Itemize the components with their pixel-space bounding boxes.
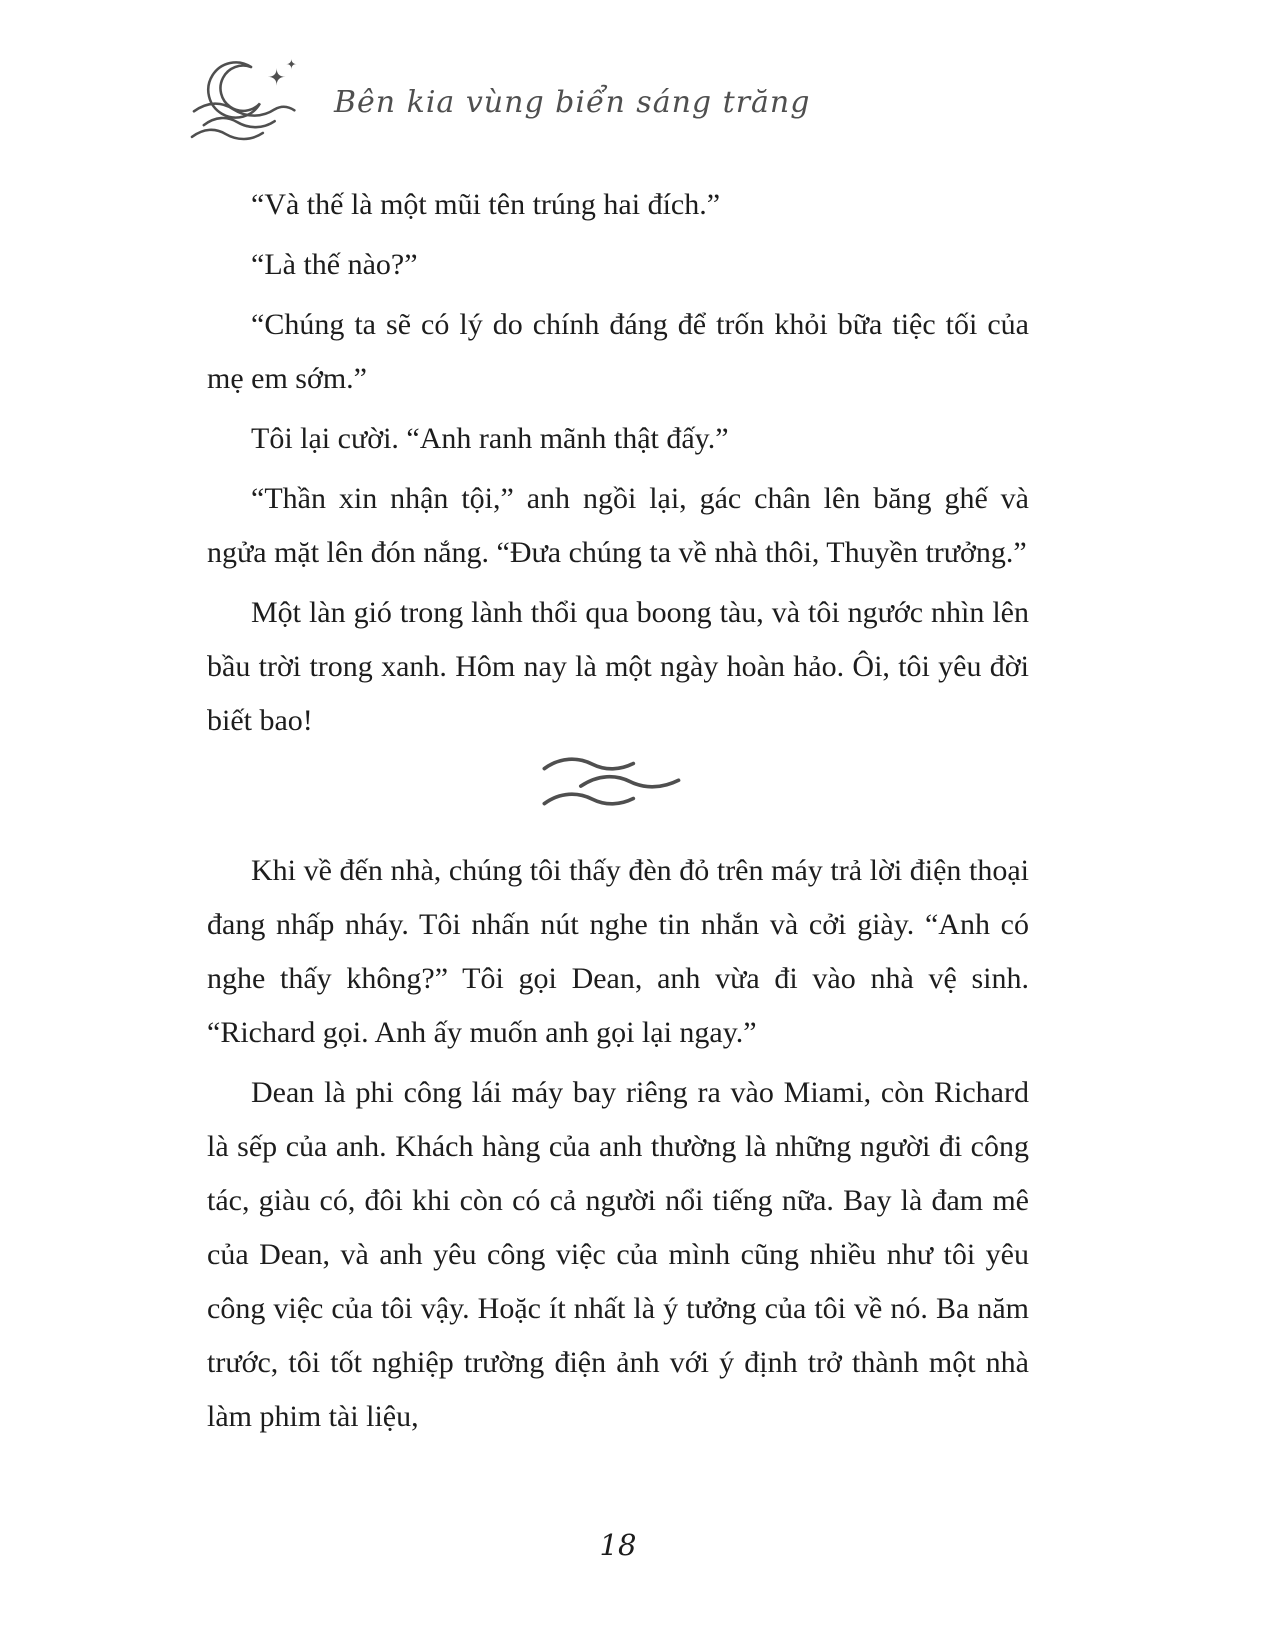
page-header: [190, 52, 810, 146]
text-section-2: [207, 844, 1029, 1444]
paragraph: “Thần xin nhận tội,” anh ngồi lại, gác chân lên băng ghế và ngửa mặt lên đón nắng. “Đưa chúng ta về nhà thôi, Thuyền trưởng.”: [207, 482, 1029, 569]
waves-divider-icon: [207, 754, 1029, 834]
paragraph: Một làn gió trong lành thổi qua boong tàu, và tôi ngước nhìn lên bầu trời trong xanh. Hôm nay là một ngày hoàn hảo. Ôi, tôi yêu đời biết bao!: [207, 596, 1029, 737]
page-footer: [207, 1528, 1029, 1562]
crescent-moon-waves-logo-icon: [190, 52, 318, 146]
paragraph: “Và thế là một mũi tên trúng hai đích.”: [251, 188, 721, 221]
book-title: Bên kia vùng biển sáng trăng: [334, 84, 811, 120]
paragraph: Dean là phi công lái máy bay riêng ra vào Miami, còn Richard là sếp của anh. Khách hàng của anh thường là những người đi công tác, giàu có, đôi khi còn có cả người nổi tiếng nữa. Bay là đam mê của Dean, và anh yêu công việc của mình cũng nhiều như tôi yêu công việc của tôi vậy. Hoặc ít nhất là ý tưởng của tôi về nó. Ba năm trước, tôi tốt nghiệp trường điện ảnh với ý định trở thành một nhà làm phim tài liệu,: [207, 1076, 1029, 1433]
paragraph: Khi về đến nhà, chúng tôi thấy đèn đỏ trên máy trả lời điện thoại đang nhấp nháy. Tôi nhấn nút nghe tin nhắn và cởi giày. “Anh có nghe thấy không?” Tôi gọi Dean, anh vừa đi vào nhà vệ sinh. “Richard gọi. Anh ấy muốn anh gọi lại ngay.”: [207, 854, 1029, 1049]
paragraph: “Là thế nào?”: [251, 248, 418, 281]
paragraph: “Chúng ta sẽ có lý do chính đáng để trốn khỏi bữa tiệc tối của mẹ em sớm.”: [207, 308, 1029, 395]
page-number: 18: [599, 1528, 637, 1562]
page-body-text: [207, 178, 1029, 1450]
paragraph: Tôi lại cười. “Anh ranh mãnh thật đấy.”: [251, 422, 729, 455]
text-section-1: [207, 178, 1029, 748]
